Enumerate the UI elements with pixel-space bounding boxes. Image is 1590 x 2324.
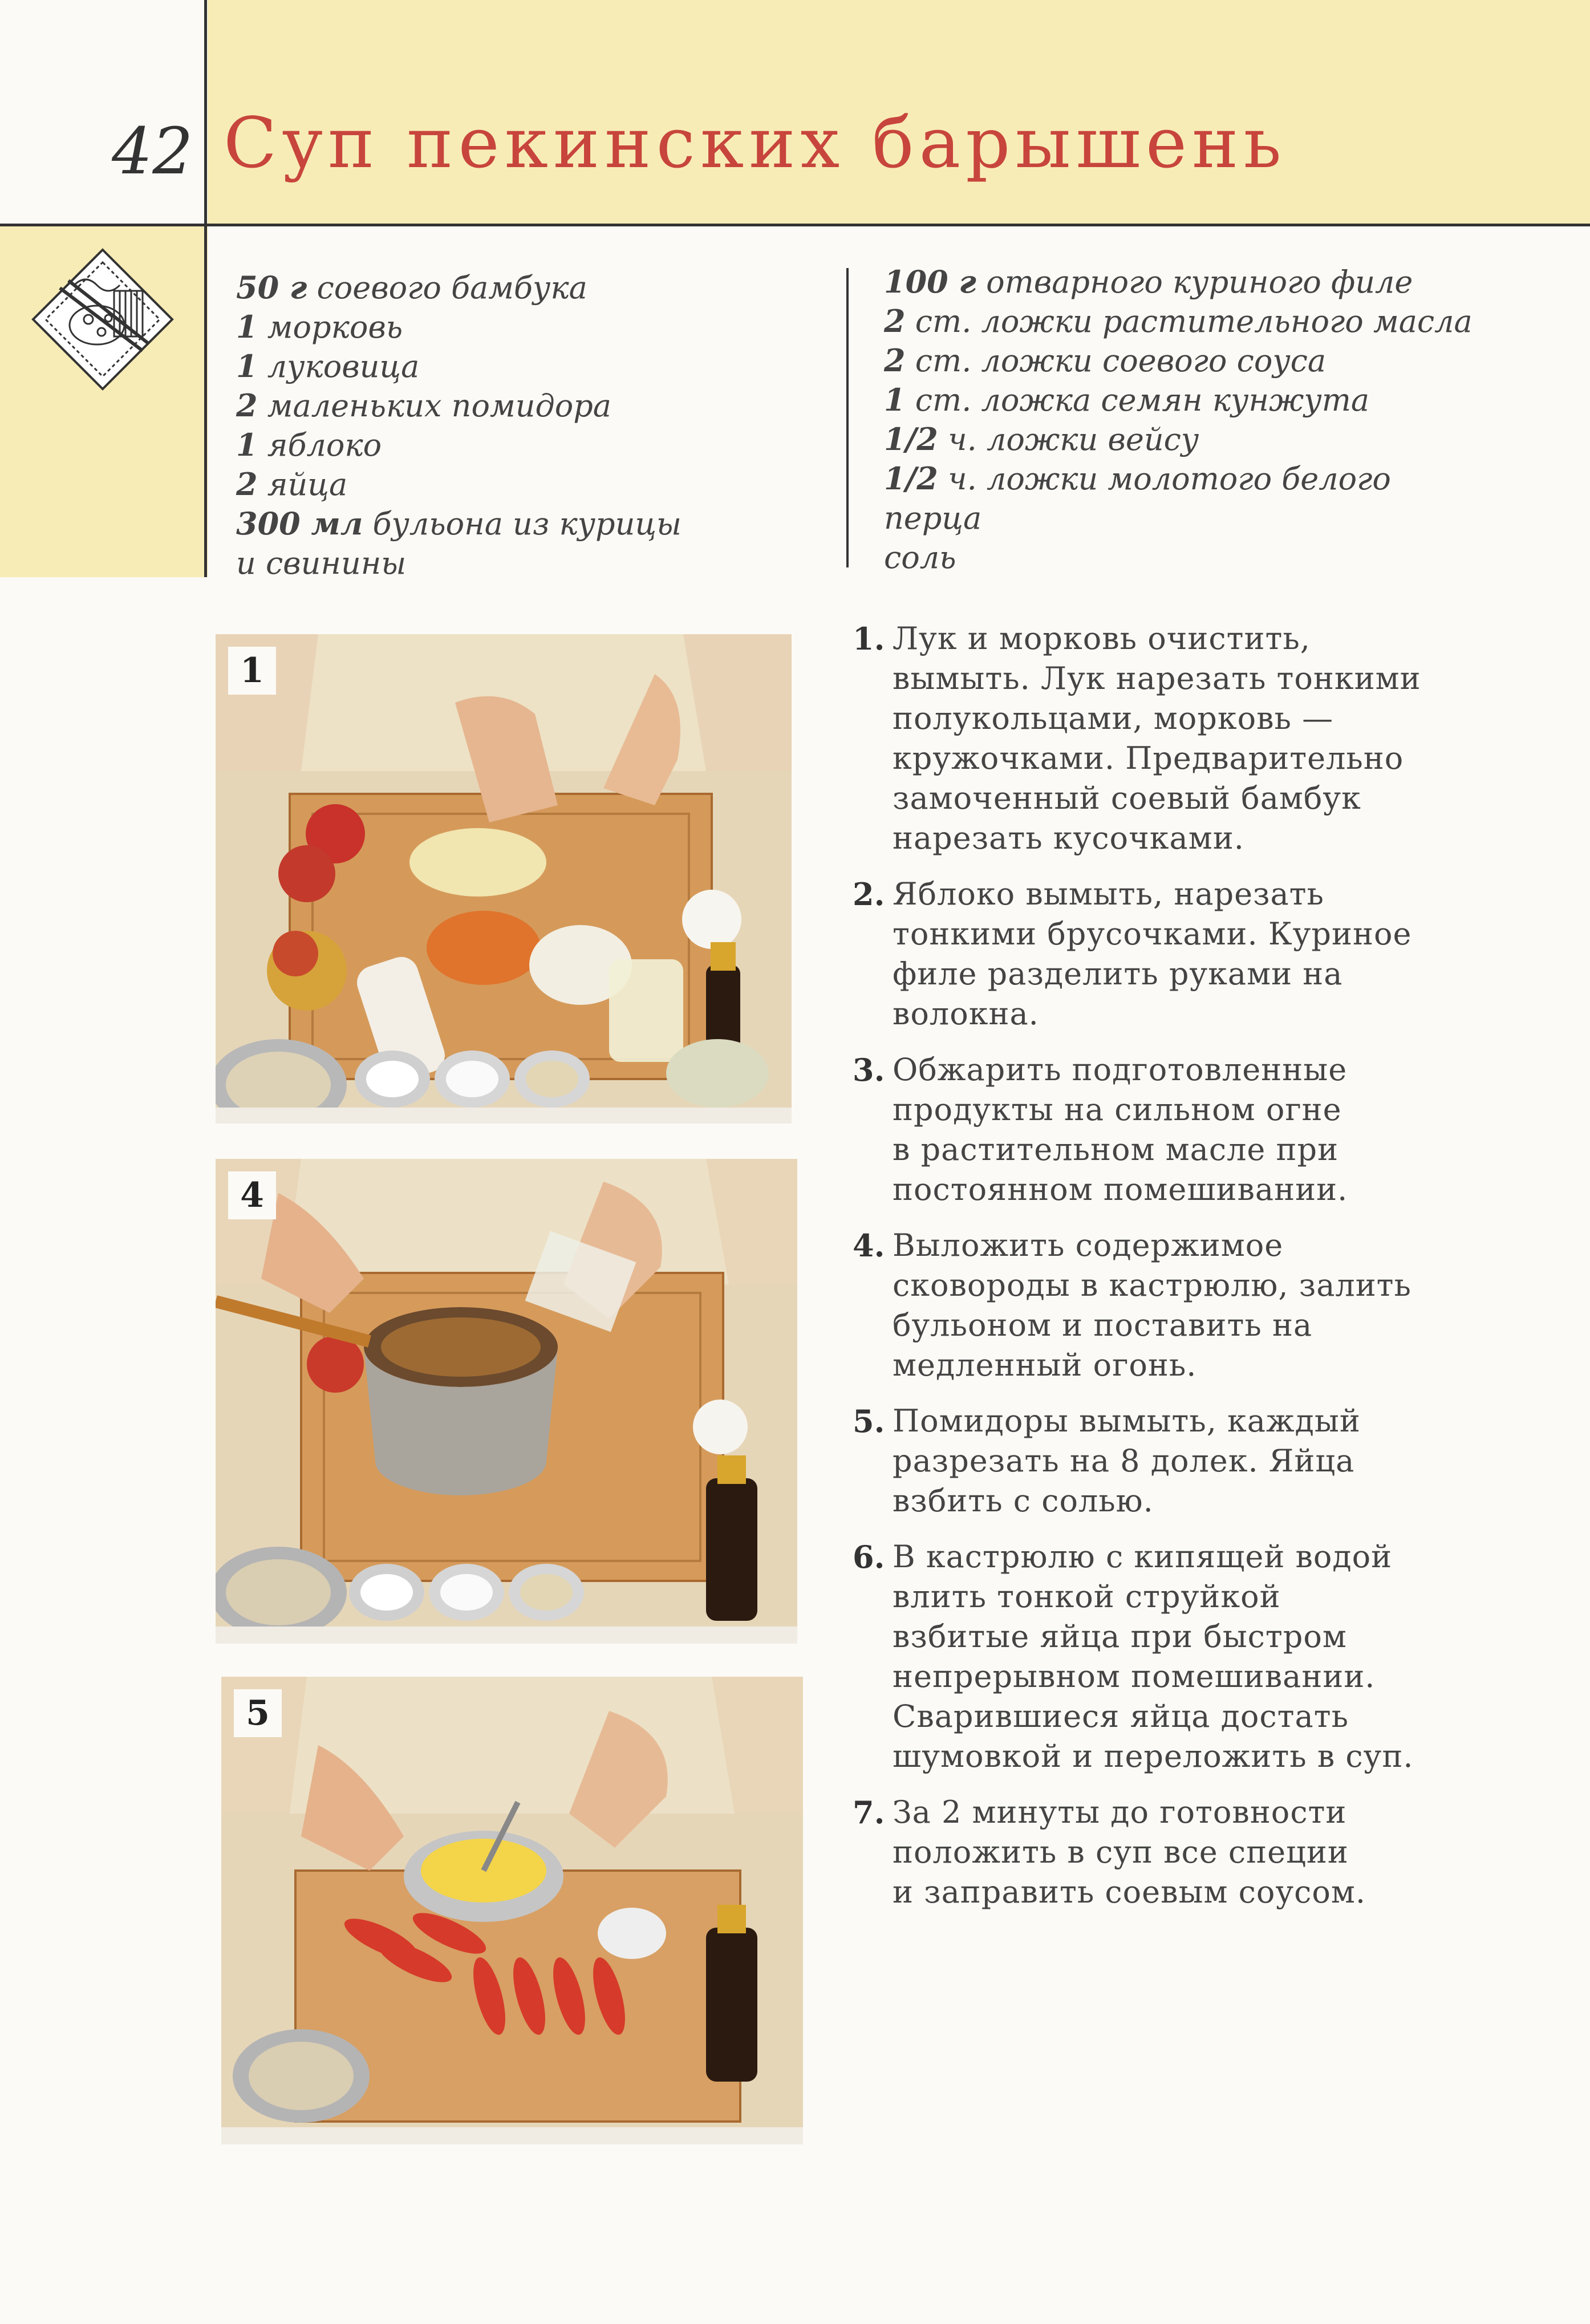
ingredient: 1 ст. ложка семян кунжута	[884, 382, 1370, 418]
header-vertical-rule	[204, 0, 207, 577]
step-photo-4	[216, 1159, 797, 1644]
ingredient: 1 луковица	[236, 348, 420, 384]
ingredients-divider	[846, 268, 849, 567]
step-text: Лук и морковь очистить, вымыть. Лук нарезать тонкими полукольцами, морковь — кружочками. Предварительно замоченный соевый бамбук нарезать кусочками.	[893, 620, 1421, 856]
instruction-step	[853, 1050, 1480, 1210]
step-photo-5-illustration	[221, 1677, 803, 2144]
ingredient: перца	[884, 500, 982, 536]
ingredient: 2 яйца	[236, 466, 348, 502]
instructions	[853, 619, 1480, 1928]
ingredient: 2 ст. ложки соевого соуса	[884, 342, 1327, 379]
header-horizontal-rule	[0, 224, 1590, 226]
ingredient: 2 ст. ложки растительного масла	[884, 303, 1473, 339]
photo-step-label: 5	[234, 1689, 282, 1737]
instruction-step	[853, 1537, 1480, 1777]
ingredient: 2 маленьких помидора	[236, 387, 611, 424]
ingredient: 300 мл бульона из курицы	[236, 505, 682, 542]
ingredient: соль	[884, 540, 956, 575]
page-title: Суп пекинских барышень	[224, 103, 1287, 184]
step-number: 3.	[853, 1052, 885, 1088]
step-text: В кастрюлю с кипящей водой влить тонкой струйкой взбитые яйца при быстром непрерывном помешивании. Сварившиеся яйца достать шумовкой и переложить в суп.	[893, 1539, 1414, 1774]
instruction-step	[853, 874, 1480, 1034]
step-photo-1-illustration	[216, 634, 792, 1124]
step-text: Обжарить подготовленные продукты на сильном огне в растительном масле при постоянном помешивании.	[893, 1052, 1348, 1207]
ingredient: 1/2 ч. ложки молотого белого	[884, 460, 1391, 497]
instruction-step	[853, 1226, 1480, 1385]
step-text: За 2 минуты до готовности положить в суп все специи и заправить соевым соусом.	[893, 1794, 1366, 1910]
instruction-step	[853, 1401, 1480, 1521]
chinese-cuisine-emblem-icon	[29, 245, 177, 394]
ingredient: 1 морковь	[236, 309, 403, 345]
photo-step-label: 1	[228, 647, 276, 695]
step-text: Выложить содержимое сковороды в кастрюлю, залить бульоном и поставить на медленный огонь.	[893, 1227, 1411, 1383]
instruction-step	[853, 619, 1480, 858]
page-number: 42	[112, 115, 193, 189]
ingredients-left	[236, 268, 682, 583]
step-text: Яблоко вымыть, нарезать тонкими брусочками. Куриное филе разделить руками на волокна.	[893, 876, 1412, 1032]
instruction-step	[853, 1792, 1480, 1912]
ingredient: и свинины	[236, 545, 407, 581]
step-text: Помидоры вымыть, каждый разрезать на 8 долек. Яйца взбить с солью.	[893, 1403, 1361, 1519]
ingredient: 50 г соевого бамбука	[236, 269, 587, 306]
ingredients-right	[884, 262, 1473, 577]
photo-step-label: 4	[228, 1171, 276, 1219]
step-number: 2.	[853, 876, 885, 912]
step-photo-4-illustration	[216, 1159, 797, 1644]
ingredient: 1 яблоко	[236, 427, 382, 463]
step-photo-5	[221, 1677, 803, 2144]
ingredient: 100 г отварного куриного филе	[884, 263, 1413, 300]
step-number: 5.	[853, 1403, 885, 1439]
ingredient: 1/2 ч. ложки вейсу	[884, 421, 1199, 457]
step-number: 7.	[853, 1794, 885, 1831]
step-number: 1.	[853, 620, 885, 657]
step-number: 4.	[853, 1227, 885, 1264]
step-photo-1	[216, 634, 792, 1124]
step-number: 6.	[853, 1539, 885, 1575]
